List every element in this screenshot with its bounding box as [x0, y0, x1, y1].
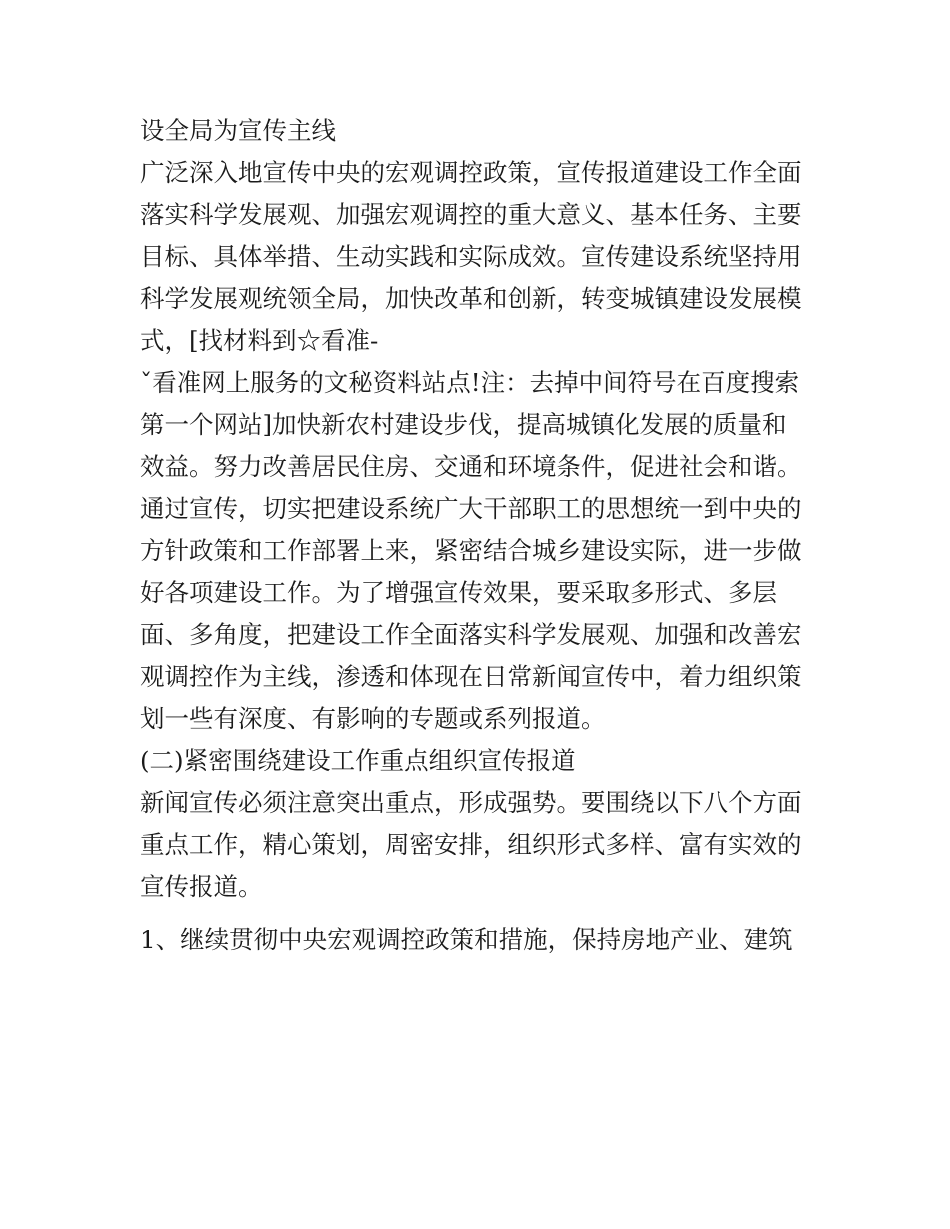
numbered-item: 1、继续贯彻中央宏观调控政策和措施，保持房地产业、建筑	[140, 925, 793, 954]
text-line: ˇ看准网上服务的文秘资料站点!注：去掉中间符号在百度搜索	[140, 368, 800, 397]
text-line: 好各项建设工作。为了增强宣传效果，要采取多形式、多层	[140, 578, 777, 607]
text-line: 式，[找材料到☆看准-	[140, 326, 379, 355]
text-line: 面、多角度，把建设工作全面落实科学发展观、加强和改善宏	[140, 620, 802, 649]
text-line: 方针政策和工作部署上来，紧密结合城乡建设实际，进一步做	[140, 536, 802, 565]
text-line: 效益。努力改善居民住房、交通和环境条件，促进社会和谐。	[140, 452, 802, 481]
text-line: 宣传报道。	[140, 872, 263, 901]
text-line: 重点工作，精心策划，周密安排，组织形式多样、富有实效的	[140, 830, 802, 859]
text-line: 科学发展观统领全局，加快改革和创新，转变城镇建设发展模	[140, 284, 802, 313]
text-line: 观调控作为主线，渗透和体现在日常新闻宣传中，着力组织策	[140, 662, 802, 691]
text-line: 设全局为宣传主线	[140, 116, 336, 145]
body-text	[140, 110, 820, 961]
text-line: 通过宣传，切实把建设系统广大干部职工的思想统一到中央的	[140, 494, 802, 523]
text-line: 落实科学发展观、加强宏观调控的重大意义、基本任务、主要	[140, 200, 802, 229]
text-line: 第一个网站]加快新农村建设步伐，提高城镇化发展的质量和	[140, 410, 787, 439]
text-line: 新闻宣传必须注意突出重点，形成强势。要围绕以下八个方面	[140, 788, 802, 817]
text-line: 目标、具体举措、生动实践和实际成效。宣传建设系统坚持用	[140, 242, 802, 271]
text-line: 划一些有深度、有影响的专题或系列报道。	[140, 704, 606, 733]
text-line: 广泛深入地宣传中央的宏观调控政策，宣传报道建设工作全面	[140, 158, 802, 187]
section-heading: (二)紧密围绕建设工作重点组织宣传报道	[140, 746, 576, 775]
